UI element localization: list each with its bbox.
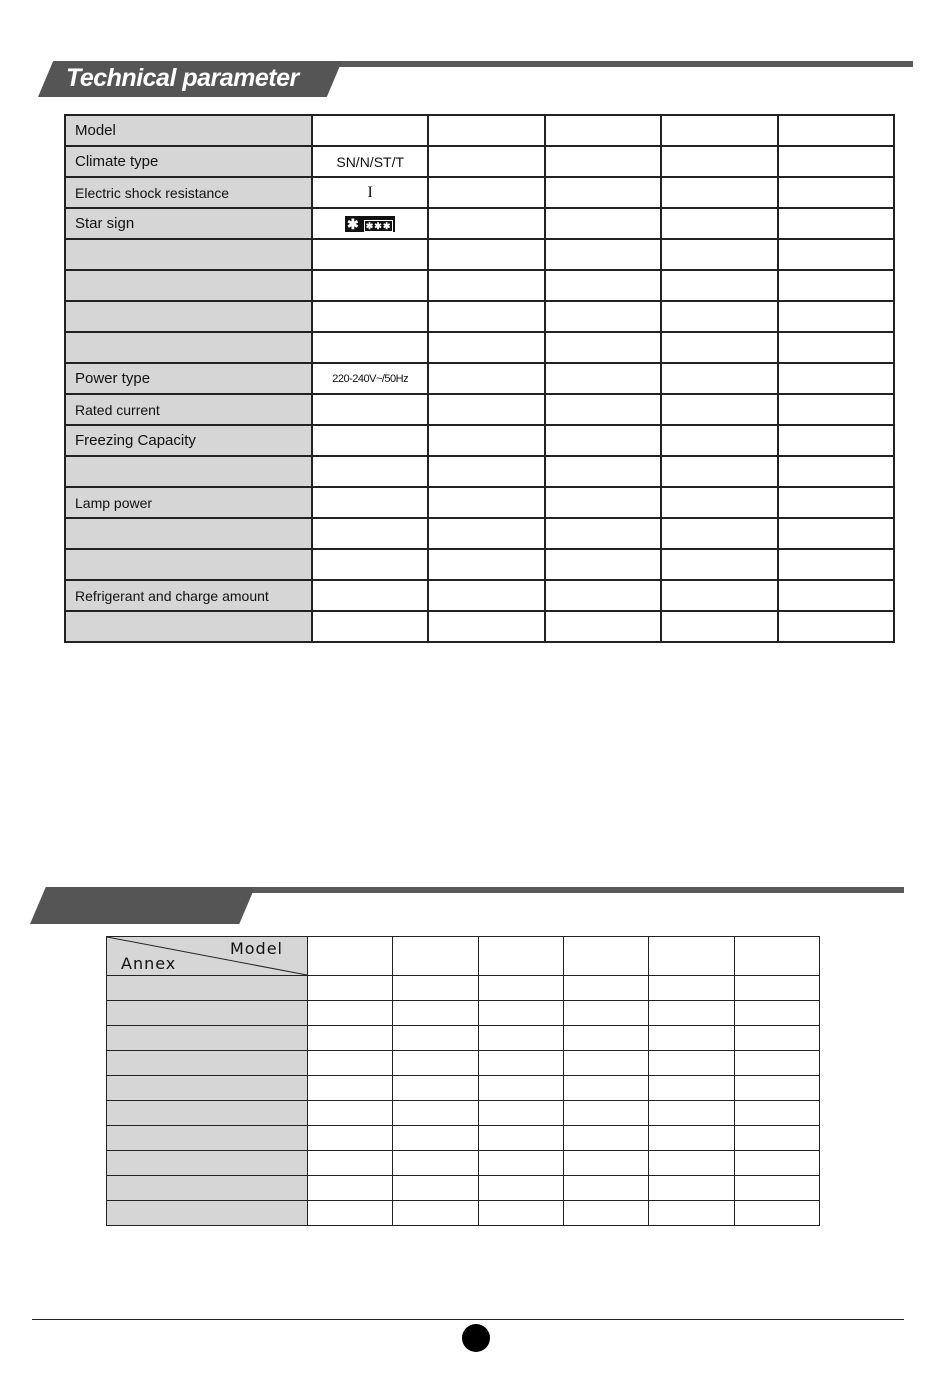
table-cell	[778, 177, 894, 208]
table-cell	[649, 976, 734, 1001]
table-cell	[478, 1126, 563, 1151]
table-cell	[312, 332, 428, 363]
table-cell	[649, 1151, 734, 1176]
table-cell	[308, 1101, 393, 1126]
table-row	[65, 332, 894, 363]
table-cell	[312, 239, 428, 270]
table-cell	[308, 976, 393, 1001]
table-cell	[661, 456, 777, 487]
row-label	[65, 270, 312, 301]
table-cell	[545, 177, 661, 208]
footer-rule	[32, 1319, 904, 1320]
row-label-model: Model	[65, 115, 312, 146]
table-cell	[778, 487, 894, 518]
row-label-lamp-power: Lamp power	[65, 487, 312, 518]
table-cell	[312, 456, 428, 487]
table-cell	[428, 456, 544, 487]
table-cell	[778, 208, 894, 239]
table-cell	[428, 177, 544, 208]
row-label	[65, 549, 312, 580]
table-cell	[563, 1076, 648, 1101]
table-row	[107, 1076, 820, 1101]
table-row	[107, 1101, 820, 1126]
row-label-climate-type: Climate type	[65, 146, 312, 177]
table-cell	[312, 394, 428, 425]
table-cell	[545, 487, 661, 518]
table-cell	[545, 208, 661, 239]
table-cell	[563, 937, 648, 976]
table-cell	[734, 1076, 819, 1101]
table-cell	[563, 1201, 648, 1226]
table-cell	[661, 394, 777, 425]
table-cell	[563, 1051, 648, 1076]
table-header-row	[107, 937, 820, 976]
table-cell	[563, 1001, 648, 1026]
table-cell	[649, 1126, 734, 1151]
row-label-electric-shock-resistance: Electric shock resistance	[65, 177, 312, 208]
row-label	[107, 1101, 308, 1126]
table-cell	[661, 146, 777, 177]
table-row	[65, 487, 894, 518]
table-cell	[778, 270, 894, 301]
row-label	[107, 1026, 308, 1051]
table-cell	[393, 937, 478, 976]
table-cell	[661, 270, 777, 301]
table-row	[65, 239, 894, 270]
table-cell	[428, 270, 544, 301]
row-label	[107, 976, 308, 1001]
table-cell	[428, 580, 544, 611]
table-cell	[778, 580, 894, 611]
table-cell	[649, 937, 734, 976]
table-row	[65, 580, 894, 611]
table-row	[65, 611, 894, 642]
table-cell	[661, 425, 777, 456]
table-cell	[393, 1051, 478, 1076]
row-label	[107, 1176, 308, 1201]
table-row	[65, 270, 894, 301]
table-cell	[661, 487, 777, 518]
table-cell	[393, 1201, 478, 1226]
table-cell	[428, 487, 544, 518]
table-cell	[545, 456, 661, 487]
row-label	[65, 611, 312, 642]
table-cell	[661, 580, 777, 611]
table-cell	[649, 1201, 734, 1226]
annex-model-header-cell	[107, 937, 308, 976]
technical-parameter-table	[64, 114, 895, 643]
table-cell	[428, 363, 544, 394]
table-cell	[428, 425, 544, 456]
table-cell	[563, 1101, 648, 1126]
row-label-rated-current: Rated current	[65, 394, 312, 425]
climate-type-value: SN/N/ST/T	[312, 146, 428, 177]
table-cell	[478, 1201, 563, 1226]
table-cell	[778, 549, 894, 580]
table-cell	[428, 115, 544, 146]
table-cell	[563, 976, 648, 1001]
table-cell	[649, 1176, 734, 1201]
table-cell	[312, 115, 428, 146]
table-cell	[308, 1076, 393, 1101]
table-cell	[734, 976, 819, 1001]
table-cell	[312, 270, 428, 301]
star-sign-value	[312, 208, 428, 239]
row-label	[107, 1151, 308, 1176]
table-cell	[478, 1176, 563, 1201]
table-cell	[661, 208, 777, 239]
table-cell	[428, 301, 544, 332]
table-cell	[393, 1101, 478, 1126]
row-label-power-type: Power type	[65, 363, 312, 394]
table-cell	[393, 1001, 478, 1026]
table-cell	[734, 1001, 819, 1026]
table-cell	[649, 1001, 734, 1026]
annex-table	[106, 936, 820, 1226]
table-cell	[545, 332, 661, 363]
table-cell	[778, 301, 894, 332]
table-cell	[661, 549, 777, 580]
table-cell	[478, 1026, 563, 1051]
table-cell	[312, 425, 428, 456]
table-cell	[308, 1176, 393, 1201]
table-cell	[478, 1051, 563, 1076]
table-cell	[734, 937, 819, 976]
table-cell	[312, 549, 428, 580]
table-row	[65, 146, 894, 177]
table-cell	[545, 146, 661, 177]
page-number-badge	[462, 1324, 490, 1352]
table-row	[107, 1051, 820, 1076]
table-cell	[393, 1176, 478, 1201]
table-cell	[661, 363, 777, 394]
table-cell	[308, 1051, 393, 1076]
table-cell	[649, 1076, 734, 1101]
table-row	[65, 394, 894, 425]
table-cell	[661, 177, 777, 208]
row-label	[107, 1076, 308, 1101]
table-row	[65, 549, 894, 580]
header-annex-label: Annex	[121, 954, 177, 973]
table-cell	[649, 1101, 734, 1126]
table-cell	[312, 518, 428, 549]
power-type-value: 220-240V~/50Hz	[312, 363, 428, 394]
table-row	[107, 976, 820, 1001]
table-cell	[661, 611, 777, 642]
table-cell	[393, 1126, 478, 1151]
table-cell	[393, 976, 478, 1001]
row-label	[65, 301, 312, 332]
table-row	[65, 208, 894, 239]
table-cell	[308, 937, 393, 976]
row-label	[107, 1001, 308, 1026]
table-cell	[428, 208, 544, 239]
row-label	[107, 1201, 308, 1226]
table-cell	[428, 518, 544, 549]
table-cell	[478, 1151, 563, 1176]
table-cell	[661, 301, 777, 332]
table-cell	[545, 518, 661, 549]
table-row	[107, 1201, 820, 1226]
table-row	[65, 177, 894, 208]
section-title: Technical parameter	[66, 64, 299, 92]
table-cell	[734, 1151, 819, 1176]
table-cell	[734, 1201, 819, 1226]
table-cell	[545, 394, 661, 425]
table-cell	[734, 1026, 819, 1051]
table-cell	[778, 363, 894, 394]
table-cell	[734, 1101, 819, 1126]
table-cell	[661, 239, 777, 270]
table-cell	[545, 239, 661, 270]
table-cell	[563, 1151, 648, 1176]
table-cell	[478, 1101, 563, 1126]
row-label-refrigerant-charge: Refrigerant and charge amount	[65, 580, 312, 611]
table-cell	[661, 518, 777, 549]
table-cell	[545, 611, 661, 642]
table-cell	[308, 1201, 393, 1226]
freezer-star-rating-icon: ✱ ✱✱✱	[345, 216, 395, 232]
row-label	[65, 239, 312, 270]
table-row	[107, 1001, 820, 1026]
table-cell	[312, 301, 428, 332]
table-cell	[734, 1176, 819, 1201]
row-label-star-sign: Star sign	[65, 208, 312, 239]
table-cell	[312, 611, 428, 642]
table-row	[65, 518, 894, 549]
table-cell	[428, 549, 544, 580]
table-cell	[478, 937, 563, 976]
table-cell	[308, 1026, 393, 1051]
table-row	[107, 1176, 820, 1201]
table-cell	[778, 146, 894, 177]
table-cell	[308, 1151, 393, 1176]
table-cell	[428, 611, 544, 642]
electric-shock-class-value: I	[312, 177, 428, 208]
table-row	[65, 115, 894, 146]
table-cell	[778, 611, 894, 642]
table-cell	[308, 1126, 393, 1151]
table-cell	[778, 332, 894, 363]
section-header-tab	[30, 887, 255, 924]
table-cell	[545, 425, 661, 456]
table-cell	[393, 1026, 478, 1051]
row-label	[65, 332, 312, 363]
table-cell	[661, 115, 777, 146]
table-cell	[778, 425, 894, 456]
table-row	[107, 1151, 820, 1176]
table-cell	[734, 1051, 819, 1076]
table-cell	[545, 549, 661, 580]
table-row	[107, 1126, 820, 1151]
table-cell	[312, 487, 428, 518]
table-row	[65, 425, 894, 456]
table-cell	[428, 332, 544, 363]
table-cell	[778, 115, 894, 146]
table-cell	[478, 1076, 563, 1101]
table-cell	[778, 518, 894, 549]
table-cell	[545, 580, 661, 611]
table-cell	[563, 1026, 648, 1051]
table-cell	[478, 1001, 563, 1026]
table-cell	[428, 394, 544, 425]
row-label-freezing-capacity: Freezing Capacity	[65, 425, 312, 456]
table-cell	[545, 270, 661, 301]
row-label	[107, 1051, 308, 1076]
table-row	[107, 1026, 820, 1051]
table-cell	[778, 394, 894, 425]
table-cell	[308, 1001, 393, 1026]
table-row	[65, 301, 894, 332]
table-cell	[778, 456, 894, 487]
table-row	[65, 456, 894, 487]
table-cell	[545, 363, 661, 394]
section-header-rule	[220, 887, 904, 893]
table-cell	[428, 239, 544, 270]
header-model-label: Model	[229, 939, 283, 958]
table-row	[65, 363, 894, 394]
table-cell	[778, 239, 894, 270]
table-cell	[393, 1076, 478, 1101]
row-label	[65, 518, 312, 549]
table-cell	[545, 115, 661, 146]
table-cell	[393, 1151, 478, 1176]
table-cell	[563, 1126, 648, 1151]
table-cell	[734, 1126, 819, 1151]
row-label	[107, 1126, 308, 1151]
table-cell	[478, 976, 563, 1001]
table-cell	[312, 580, 428, 611]
table-cell	[661, 332, 777, 363]
table-cell	[563, 1176, 648, 1201]
table-cell	[649, 1026, 734, 1051]
table-cell	[649, 1051, 734, 1076]
table-cell	[428, 146, 544, 177]
table-cell	[545, 301, 661, 332]
row-label	[65, 456, 312, 487]
section-header-rule	[300, 61, 913, 67]
